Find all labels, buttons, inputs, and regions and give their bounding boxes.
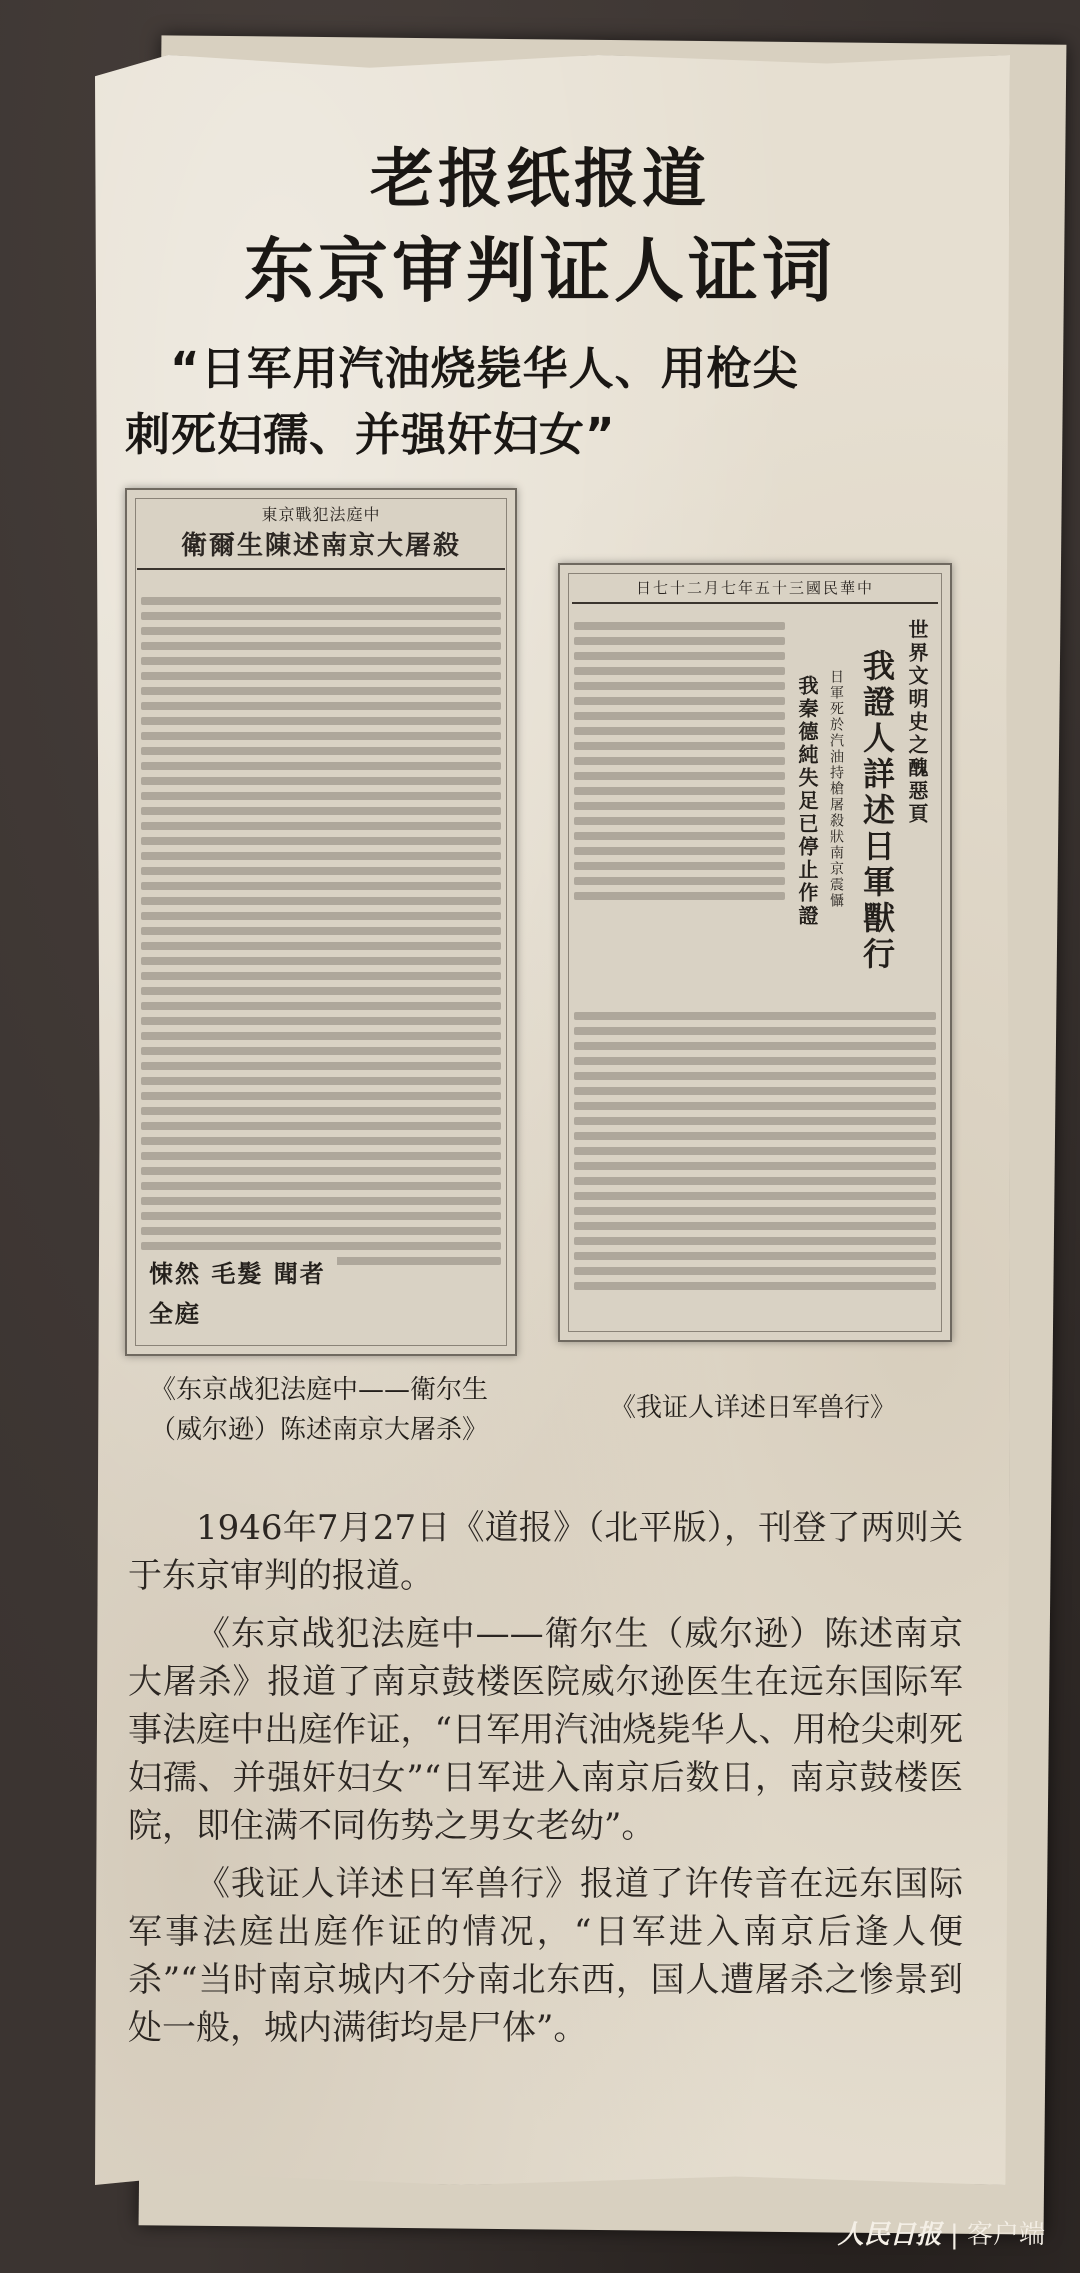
newspaper-clipping-1	[125, 488, 517, 1356]
clipping-1-side-text: 悚然 毛髮 聞者 全庭	[141, 1250, 337, 1344]
logo-brand: 人民日报	[837, 2220, 942, 2250]
clipping-1-headline-top: 東京戰犯法庭中	[261, 505, 381, 524]
newspaper-clipping-2	[558, 563, 952, 1342]
body-paragraph-1: 1946年7月27日《道报》（北平版），刊登了两则关于东京审判的报道。	[128, 1508, 963, 1596]
clipping-2-headline-sub: 日軍死於汽油持槍屠殺狀南京震懾	[828, 669, 844, 909]
clipping-2-headline-sub2: 我秦德純失足已停止作證	[795, 675, 819, 928]
people-daily-logo	[838, 2214, 1045, 2251]
clipping-1-caption: 《东京战犯法庭中——衛尔生（威尔逊）陈述南京大屠杀》	[150, 1375, 489, 1445]
logo-divider: |	[941, 2220, 967, 2250]
article-body	[128, 1504, 963, 2062]
clipping-2-headline-small: 世界文明史之醜惡頁	[905, 619, 929, 826]
clipping-2-text-block-top	[574, 615, 785, 907]
clipping-2-headline-main: 我證人詳述日軍獸行	[858, 649, 896, 973]
clipping-1-headline-main: 衛爾生陳述南京大屠殺	[180, 531, 461, 561]
clipping-2-caption: 《我证人详述日军兽行》	[610, 1393, 897, 1423]
body-paragraph-2: 《东京战犯法庭中——衛尔生（威尔逊）陈述南京大屠杀》报道了南京鼓楼医院威尔逊医生在远东国际军事法庭中出庭作证，“日军用汽油烧毙华人、用枪尖刺死妇孺、并强奸妇女”“日军进入南京后数日，南京鼓楼医院，即住满不同伤势之男女老幼”。	[128, 1614, 963, 1846]
clipping-2-text-block-bottom	[574, 1005, 936, 1297]
title-line-2: 东京审判证人证词	[244, 230, 836, 312]
quote-line-1: “日军用汽油烧毙华人、用枪尖	[170, 342, 799, 395]
logo-suffix: 客户端	[966, 2220, 1045, 2250]
title-line-1: 老报纸报道	[370, 143, 710, 217]
clipping-2-dateline: 日七十二月七年五十三國民華中	[572, 577, 938, 604]
clipping-1-text-block	[141, 590, 501, 1272]
body-paragraph-3: 《我证人详述日军兽行》报道了许传音在远东国际军事法庭出庭作证的情况，“日军进入南京后逢人便杀”“当时南京城内不分南北东西，国人遭屠杀之惨景到处一般，城内满街均是尸体”。	[128, 1864, 963, 2048]
clipping-1-headline	[137, 502, 505, 570]
quote-line-2: 刺死妇孺、并强奸妇女”	[125, 408, 616, 461]
